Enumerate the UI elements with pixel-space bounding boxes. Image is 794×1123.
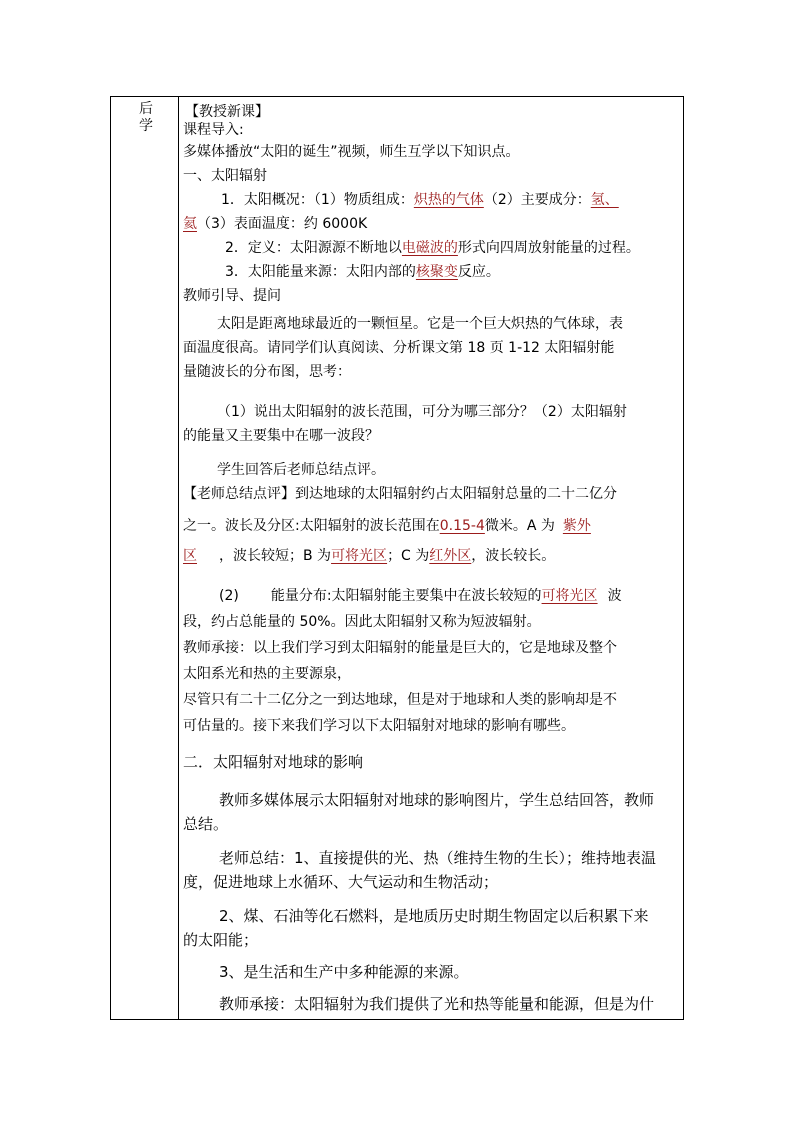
summary-line2 [183, 517, 591, 535]
zone-a-answer: 紫外 [562, 518, 591, 534]
summary-line3 [183, 547, 555, 565]
conclusion-line5: 3、是生活和生产中多种能源的来源。 [219, 963, 469, 981]
zone-a-answer-cont: 区 [183, 548, 197, 564]
zone-b-answer: 可将光区 [331, 548, 388, 564]
overview-line [221, 191, 619, 209]
conclusion-line6: 教师承接：太阳辐射为我们提供了光和热等能量和能源，但是为什 [219, 995, 655, 1013]
part2-title: 二．太阳辐射对地球的影响 [183, 753, 364, 771]
conclusion-line1: 老师总结：1、直接提供的光、热（维持生物的生长）；维持地表温 [219, 849, 657, 867]
part1-title: 一、太阳辐射 [183, 168, 267, 184]
summary-line3-suffix: ，波长较长。 [471, 548, 556, 564]
intro-text: 多媒体播放“太阳的诞生”视频，师生互学以下知识点。 [183, 144, 520, 160]
source-prefix: 3．太阳能量来源：太阳内部的 [225, 264, 416, 280]
zone-c-answer: 红外区 [429, 548, 472, 564]
energy-line1 [219, 587, 622, 605]
lesson-table [110, 96, 684, 1020]
wavelength-range: 0.15-4 [439, 518, 485, 534]
transition-line3: 尽管只有二十二亿分之一到达地球，但是对于地球和人类的影响却是不 [183, 692, 617, 708]
overview-prefix: 1．太阳概况：（1）物质组成： [221, 192, 414, 208]
energy-zone-answer: 可将光区 [541, 588, 598, 604]
summary-line2-mid: 微米。A 为 [484, 518, 555, 534]
para1-line3: 量随波长的分布图，思考： [183, 364, 351, 380]
student-answer: 学生回答后老师总结点评。 [217, 462, 385, 478]
conclusion-line4: 的太阳能； [183, 931, 259, 949]
definition-answer: 电磁波的 [401, 240, 458, 256]
part2-para-line1: 教师多媒体展示太阳辐射对地球的影响图片，学生总结回答，教师 [219, 791, 655, 809]
source-suffix: 反应。 [457, 264, 500, 280]
conclusion-line3: 2、煤、石油等化石燃料，是地质历史时期生物固定以后积累下来 [219, 907, 649, 925]
teacher-guide: 教师引导、提问 [183, 288, 281, 304]
definition-prefix: 2．定义：太阳源源不断地以 [225, 240, 402, 256]
summary-line2-prefix: 之一。波长及分区:太阳辐射的波长范围在 [183, 518, 440, 534]
column-divider [178, 97, 179, 1019]
question-line1: （1）说出太阳辐射的波长范围，可分为哪三部分？（2）太阳辐射 [217, 404, 627, 420]
energy-prefix: 能量分布:太阳辐射能主要集中在波长较短的 [270, 588, 542, 604]
overview-line2 [183, 215, 367, 233]
summary-line1: 【老师总结点评】到达地球的太阳辐射约占太阳辐射总量的二十二亿分 [183, 486, 617, 502]
source-answer: 核聚变 [415, 264, 458, 280]
element2-answer: 氦 [183, 216, 197, 232]
heading: 【教授新课】 [185, 104, 269, 120]
question-line2: 的能量又主要集中在哪一波段？ [183, 428, 379, 444]
transition-line2: 太阳系光和热的主要源泉， [183, 666, 351, 682]
part2-para-line2: 总结。 [183, 815, 229, 833]
energy-number: (2) [219, 588, 239, 604]
summary-line3-mid1: ，波长较短；B 为 [219, 548, 332, 564]
para1-line2: 面温度很高。请同学们认真阅读、分析课文第 18 页 1-12 太阳辐射能 [183, 340, 615, 356]
para1-line1: 太阳是距离地球最近的一颗恒星。它是一个巨大炽热的气体球，表 [217, 316, 623, 332]
conclusion-line2: 度，促进地球上水循环、大气运动和生物活动； [183, 873, 499, 891]
energy-line2: 段，约占总能量的 50%。因此太阳辐射又称为短波辐射。 [183, 614, 541, 630]
element1-answer: 氢、 [590, 192, 619, 208]
section-label: 后学 [139, 101, 153, 134]
source-line [225, 263, 500, 281]
overview-middle: （2）主要成分： [483, 192, 591, 208]
composition-answer: 炽热的气体 [413, 192, 484, 208]
intro-title: 课程导入: [183, 122, 244, 138]
energy-suffix: 波 [607, 588, 622, 604]
summary-line3-mid2: ；C 为 [387, 548, 430, 564]
transition-line4: 可估量的。接下来我们学习以下太阳辐射对地球的影响有哪些。 [183, 718, 575, 734]
overview-suffix: （3）表面温度：约 6000K [197, 216, 368, 232]
definition-line [225, 239, 640, 257]
transition-line1: 教师承接：以上我们学习到太阳辐射的能量是巨大的，它是地球及整个 [183, 640, 617, 656]
definition-suffix: 形式向四周放射能量的过程。 [457, 240, 640, 256]
